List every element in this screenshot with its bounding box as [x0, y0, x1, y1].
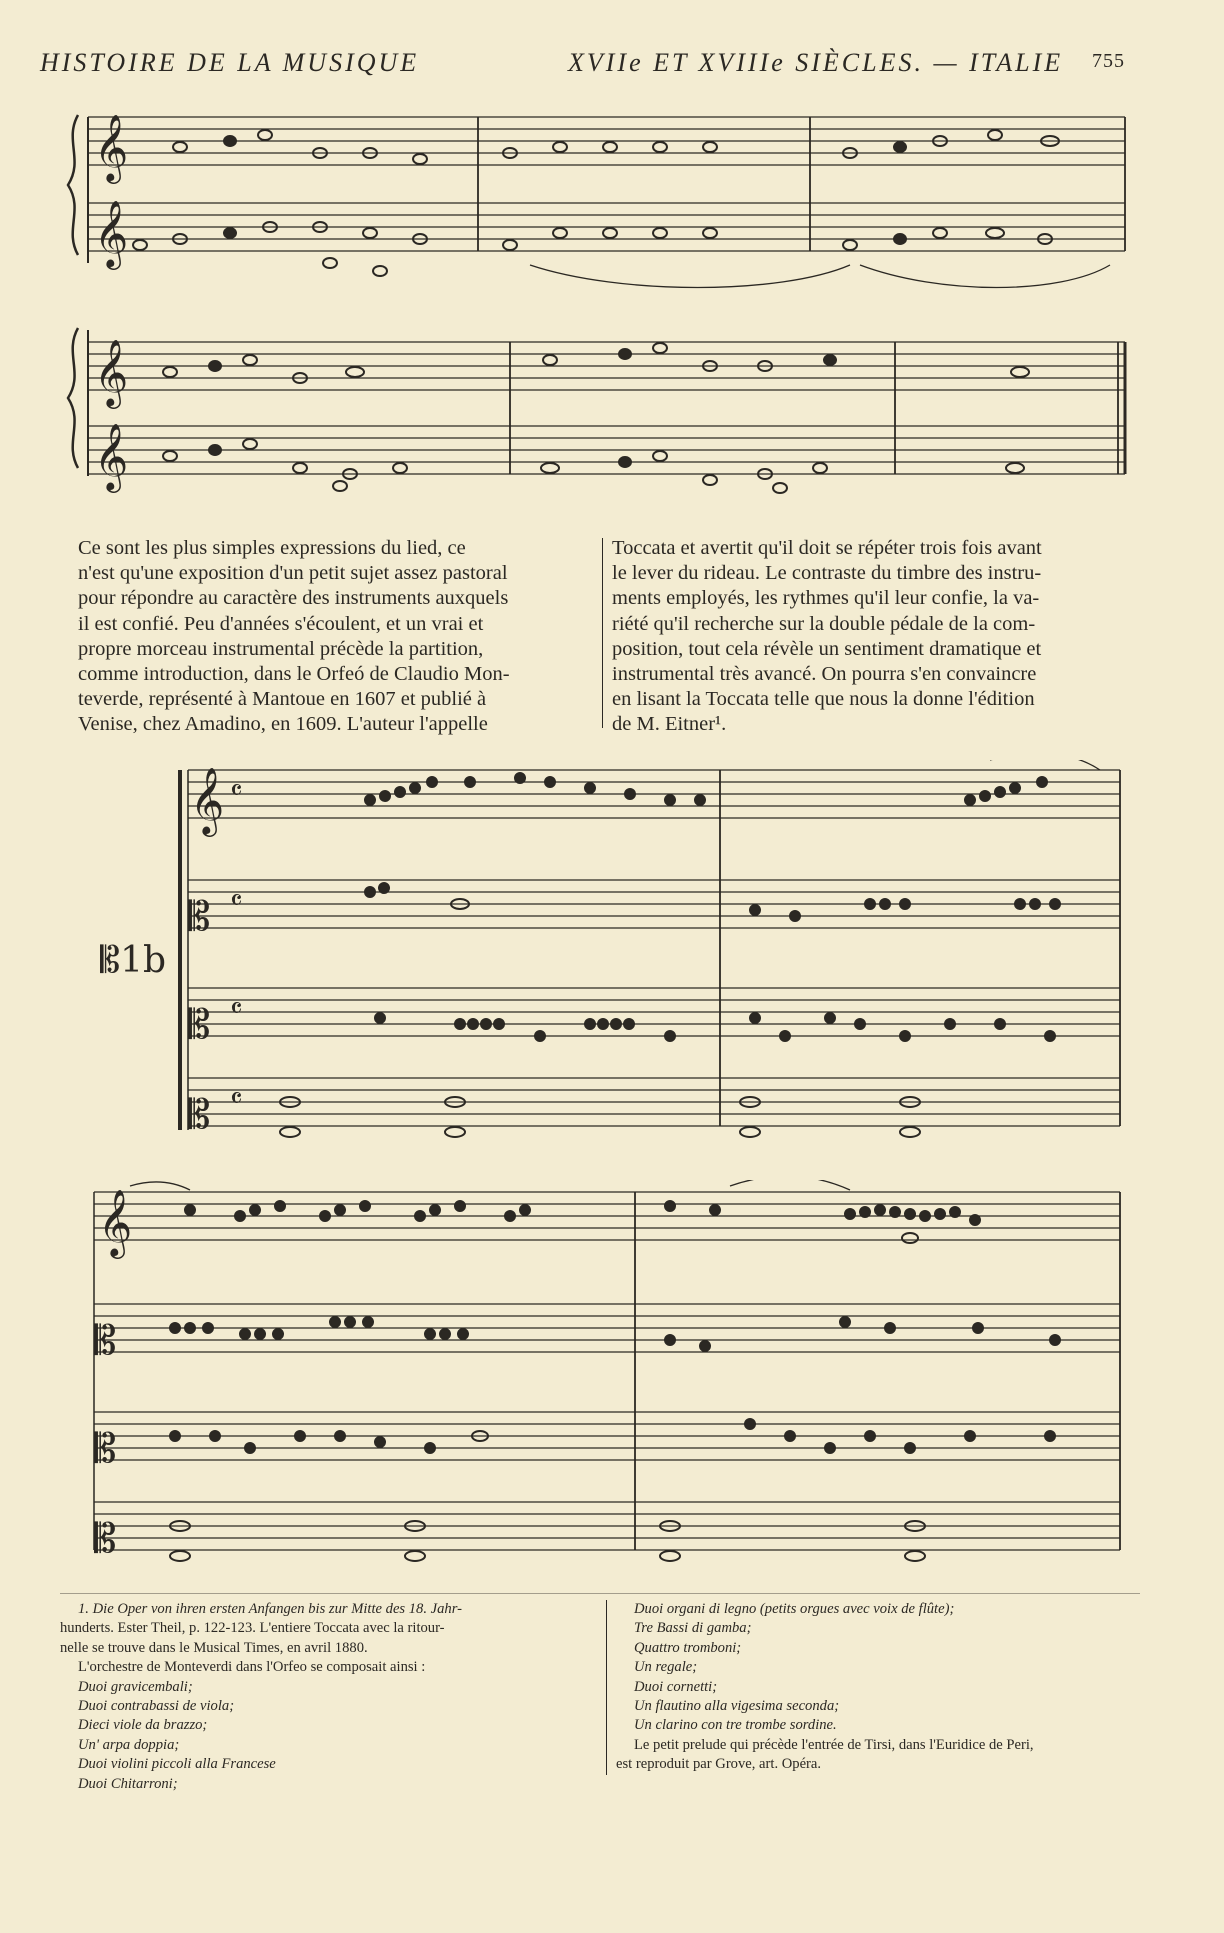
- svg-text:𝄴: 𝄴: [230, 1082, 243, 1115]
- page-number: 755: [1092, 50, 1125, 72]
- svg-text:𝄴: 𝄴: [230, 774, 243, 807]
- svg-text:𝄴: 𝄴: [230, 884, 243, 917]
- footnote-line: Dieci viole da brazzo;: [78, 1717, 208, 1734]
- footnote-line: Duoi gravicembali;: [78, 1678, 193, 1695]
- running-header: [40, 48, 1125, 82]
- footnote-line: Un' arpa doppia;: [78, 1736, 180, 1753]
- footnote-line: Quattro tromboni;: [634, 1639, 742, 1656]
- score-system-4-svg: [90, 1180, 1130, 1575]
- svg-text:𝄞: 𝄞: [94, 422, 129, 490]
- header-left-title: HISTOIRE DE LA MUSIQUE: [40, 48, 420, 77]
- footnote-line: nelle se trouve dans le Musical Times, en avril 1880.: [60, 1639, 368, 1656]
- footnote-line: Le petit prelude qui précède l'entrée de Tirsi, dans l'Euridice de Peri,: [634, 1736, 1034, 1753]
- footnote-line: Un flautino alla vigesima seconda;: [634, 1698, 840, 1715]
- text-line: en lisant la Toccata telle que nous la donne l'édition: [612, 688, 1035, 711]
- footnote-line: Duoi cornetti;: [634, 1678, 718, 1695]
- footnote-line: Tre Bassi di gamba;: [634, 1620, 752, 1637]
- svg-text:𝄡: 𝄡: [94, 1318, 117, 1364]
- text-line: n'est qu'une exposition d'un petit sujet assez pastoral: [78, 562, 508, 585]
- header-right-title: XVIIe ET XVIIIe SIÈCLES. — ITALIE: [568, 48, 1064, 77]
- text-line: il est confié. Peu d'années s'écoulent, et un vrai et: [78, 612, 484, 635]
- svg-text:𝄞: 𝄞: [190, 766, 225, 834]
- footnote-line: est reproduit par Grove, art. Opéra.: [616, 1756, 822, 1773]
- footnotes-right: [616, 1600, 1156, 1775]
- svg-text:𝄞: 𝄞: [98, 1188, 133, 1256]
- text-line: comme introduction, dans le Orfeó de Claudio Mon-: [78, 663, 510, 686]
- footnote-line: Duoi contrabassi de viola;: [78, 1698, 235, 1715]
- svg-text:𝄞: 𝄞: [94, 338, 129, 406]
- footnote-line: Duoi Chitarroni;: [78, 1775, 178, 1792]
- text-line: le lever du rideau. Le contraste du timbre des instru-: [612, 562, 1042, 585]
- music-system-1: [60, 105, 1140, 305]
- score-system-3-svg: [170, 760, 1130, 1150]
- text-line: instrumental très avancé. On pourra s'en convaincre: [612, 663, 1037, 686]
- footnotes-left: [60, 1600, 600, 1794]
- footnote-line: hunderts. Ester Theil, p. 122-123. L'entiere Toccata avec la ritour-: [60, 1620, 445, 1637]
- score-system-1-svg: [60, 105, 1140, 305]
- svg-text:𝄞: 𝄞: [94, 199, 129, 267]
- text-line: Venise, chez Amadino, en 1609. L'auteur l'appelle: [78, 713, 488, 736]
- footnote-line: L'orchestre de Monteverdi dans l'Orfeo se composait ainsi :: [78, 1659, 426, 1676]
- svg-text:𝄴: 𝄴: [230, 992, 243, 1025]
- text-line: propre morceau instrumental précède la partition,: [78, 637, 484, 660]
- text-line: de M. Eitner¹.: [612, 713, 727, 736]
- footnote-line: Duoi organi di legno (petits orgues avec voix de flûte);: [634, 1601, 955, 1617]
- score-system-3: [170, 760, 1130, 1150]
- footnote-line: 1. Die Oper von ihren ersten Anfangen bis zur Mitte des 18. Jahr-: [78, 1601, 462, 1617]
- score-label: 𝄡1b: [100, 940, 167, 981]
- body-text-left: [78, 536, 590, 738]
- svg-text:𝄡: 𝄡: [188, 894, 211, 940]
- text-line: Ce sont les plus simples expressions du lied, ce: [78, 537, 466, 559]
- footnote-line: Un regale;: [634, 1659, 698, 1676]
- text-line: position, tout cela révèle un sentiment dramatique et: [612, 637, 1042, 660]
- body-text-right: [612, 536, 1144, 738]
- footnote-line: Un clarino con tre trombe sordine.: [634, 1717, 837, 1734]
- svg-text:𝄡: 𝄡: [94, 1426, 117, 1472]
- footnote-line: Duoi violini piccoli alla Francese: [78, 1756, 276, 1773]
- svg-text:𝄡: 𝄡: [188, 1092, 211, 1138]
- music-system-2: [60, 318, 1140, 518]
- text-line: teverde, représenté à Mantoue en 1607 et publié à: [78, 688, 487, 711]
- footnote-divider: [606, 1600, 607, 1775]
- text-line: riété qu'il recherche sur la double pédale de la com-: [612, 612, 1036, 635]
- svg-text:𝄡: 𝄡: [188, 1002, 211, 1048]
- footnote-rule: [60, 1593, 1140, 1594]
- column-divider: [602, 538, 603, 728]
- text-line: Toccata et avertit qu'il doit se répéter trois fois avant: [612, 537, 1042, 559]
- svg-text:𝄞: 𝄞: [94, 113, 129, 181]
- text-line: pour répondre au caractère des instruments auxquels: [78, 587, 509, 610]
- score-system-2-svg: [60, 318, 1140, 518]
- svg-text:𝄡: 𝄡: [94, 1516, 117, 1562]
- text-line: ments employés, les rythmes qu'il leur confie, la va-: [612, 587, 1040, 610]
- score-system-4: [90, 1180, 1130, 1575]
